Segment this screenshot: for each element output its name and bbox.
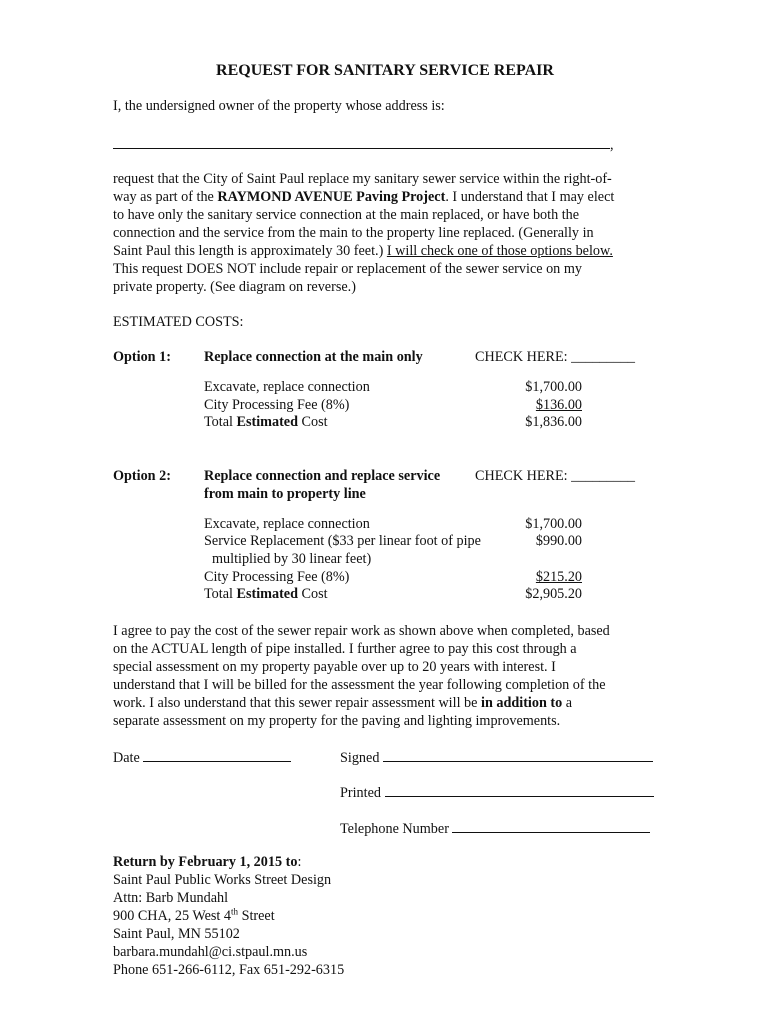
- intro-text: I, the undersigned owner of the property whose address is:: [113, 98, 445, 114]
- agreement-line: work. I also understand that this sewer repair assessment will be in addition to a: [113, 695, 573, 711]
- request-line: request that the City of Saint Paul replace my sanitary sewer service within the right-of-: [113, 171, 612, 187]
- telephone-field[interactable]: [340, 818, 650, 838]
- option1-item-amount: $136.00: [535, 397, 582, 413]
- date-line[interactable]: [143, 747, 291, 762]
- page-title: REQUEST FOR SANITARY SERVICE REPAIR: [216, 62, 554, 79]
- signed-label: Signed: [340, 750, 380, 766]
- address-line[interactable]: [113, 134, 610, 149]
- address-comma: ,: [610, 137, 614, 153]
- agreement-line: on the ACTUAL length of pipe installed. I further agree to pay this cost through a: [113, 641, 577, 657]
- option1-item-amount: $1,700.00: [525, 379, 582, 395]
- request-line: Saint Paul this length is approximately 30 feet.) I will check one of those options below.: [113, 243, 613, 259]
- option2-item-amount: $215.20: [535, 569, 582, 585]
- request-line: to have only the sanitary service connection at the main replaced, or have both the: [113, 207, 580, 223]
- project-name: RAYMOND AVENUE Paving Project: [217, 189, 446, 205]
- return-line: Saint Paul Public Works Street Design: [113, 872, 332, 888]
- request-paragraph: [113, 170, 658, 296]
- printed-line[interactable]: [385, 782, 654, 797]
- agreement-line: special assessment on my property payable over up to 20 years with interest. I: [113, 659, 556, 675]
- address-field[interactable]: [113, 134, 614, 154]
- telephone-label: Telephone Number: [340, 821, 449, 837]
- option1-label: Option 1:: [113, 349, 171, 365]
- estimated-costs-heading: ESTIMATED COSTS:: [113, 314, 244, 330]
- request-line: private property. (See diagram on reverse.): [113, 279, 356, 295]
- return-line: Attn: Barb Mundahl: [113, 890, 229, 906]
- option1-total-label: Total Estimated Cost: [204, 414, 328, 430]
- option2-item-name: Excavate, replace connection: [204, 516, 370, 532]
- request-line: This request DOES NOT include repair or replacement of the sewer service on my: [113, 261, 582, 277]
- option2-title: Replace connection and replace service from main to property line: [204, 468, 441, 502]
- option2-total-amount: $2,905.20: [525, 586, 582, 602]
- agreement-paragraph: [113, 622, 658, 730]
- date-label: Date: [113, 750, 140, 766]
- signed-field[interactable]: [340, 747, 653, 767]
- return-phone: Phone 651-266-6112, Fax 651-292-6315: [113, 962, 345, 978]
- option1-title: Replace connection at the main only: [204, 349, 423, 365]
- date-field[interactable]: [113, 747, 291, 767]
- return-line: Saint Paul, MN 55102: [113, 926, 240, 942]
- agreement-line: I agree to pay the cost of the sewer repair work as shown above when completed, based: [113, 623, 610, 639]
- agreement-line: separate assessment on my property for the paving and lighting improvements.: [113, 713, 561, 729]
- option1-check-here[interactable]: CHECK HERE: _________: [475, 349, 636, 365]
- option1-item-name: Excavate, replace connection: [204, 379, 370, 395]
- option2-label: Option 2:: [113, 468, 171, 484]
- option2-item-name-cont: multiplied by 30 linear feet): [212, 551, 372, 567]
- option2-item-name: City Processing Fee (8%): [204, 569, 350, 585]
- option2-total-label: Total Estimated Cost: [204, 586, 328, 602]
- printed-field[interactable]: [340, 782, 654, 802]
- return-email[interactable]: barbara.mundahl@ci.stpaul.mn.us: [113, 944, 308, 960]
- option2-item-name: Service Replacement ($33 per linear foot of pipe: [204, 533, 481, 549]
- option2-item-amount: $990.00: [535, 533, 582, 549]
- telephone-line[interactable]: [452, 818, 650, 833]
- option1-total-amount: $1,836.00: [525, 414, 582, 430]
- check-instruction: I will check one of those options below.: [386, 243, 613, 259]
- option2-item-amount: $1,700.00: [525, 516, 582, 532]
- return-heading: Return by February 1, 2015 to:: [113, 854, 302, 870]
- return-line: 900 CHA, 25 West 4th Street: [113, 906, 275, 924]
- option1-item-name: City Processing Fee (8%): [204, 397, 350, 413]
- option2-check-here[interactable]: CHECK HERE: _________: [475, 468, 636, 484]
- agreement-line: understand that I will be billed for the assessment the year following completion of the: [113, 677, 606, 693]
- request-line: connection and the service from the main to the property line replaced. (Generally in: [113, 225, 594, 241]
- return-block: [113, 853, 344, 979]
- printed-label: Printed: [340, 785, 381, 801]
- signed-line[interactable]: [383, 747, 653, 762]
- request-line: way as part of the RAYMOND AVENUE Paving Project. I understand that I may elect: [113, 189, 615, 205]
